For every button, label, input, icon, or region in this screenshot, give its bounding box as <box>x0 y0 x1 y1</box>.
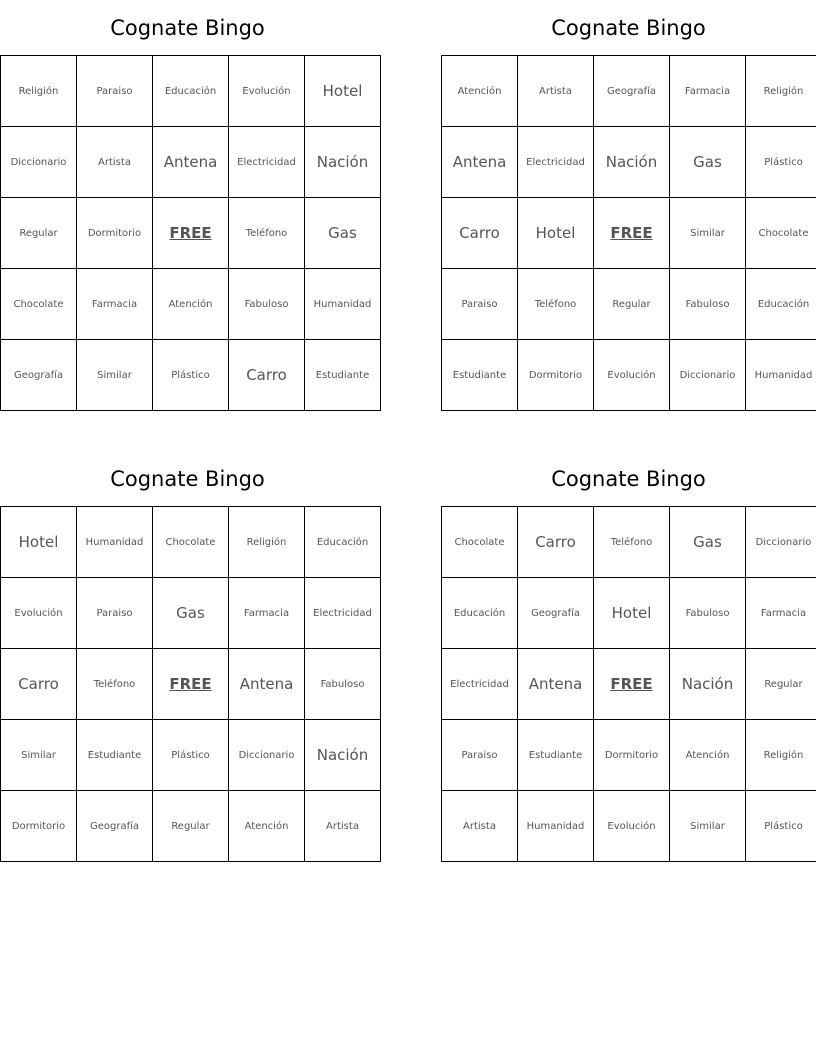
bingo-cell: Educación <box>442 578 518 649</box>
card-title: Cognate Bingo <box>551 16 706 40</box>
bingo-card-4 <box>441 451 816 862</box>
bingo-cell: Artista <box>305 791 381 862</box>
bingo-cell: Antena <box>153 127 229 198</box>
grid-row <box>442 791 816 862</box>
bingo-cell: Teléfono <box>594 507 670 578</box>
grid-row <box>442 198 816 269</box>
bingo-cell: Evolución <box>594 791 670 862</box>
grid-row <box>1 127 381 198</box>
bingo-cell: Hotel <box>1 507 77 578</box>
grid-row <box>1 578 381 649</box>
bingo-cell: Fabuloso <box>229 269 305 340</box>
bingo-cell: Regular <box>153 791 229 862</box>
bingo-cell: Hotel <box>518 198 594 269</box>
bingo-card-2 <box>441 0 816 411</box>
bingo-cell: Geografía <box>1 340 77 411</box>
bingo-cell: Dormitorio <box>77 198 153 269</box>
grid-row <box>1 649 381 720</box>
bingo-cell: Paraiso <box>77 578 153 649</box>
grid-row <box>1 340 381 411</box>
grid-row <box>442 578 816 649</box>
bingo-grid <box>441 506 816 862</box>
bingo-cell: Chocolate <box>1 269 77 340</box>
bingo-cell: Nación <box>305 127 381 198</box>
grid-row <box>1 507 381 578</box>
bingo-cell: Humanidad <box>746 340 816 411</box>
bingo-cell: Farmacia <box>77 269 153 340</box>
bingo-cell: Estudiante <box>305 340 381 411</box>
bingo-cell: Gas <box>670 507 746 578</box>
bingo-cell: Geografía <box>77 791 153 862</box>
free-space-cell: FREE <box>153 649 229 720</box>
bingo-card-3 <box>0 451 375 862</box>
bingo-cell: Artista <box>518 56 594 127</box>
bingo-cell: Farmacia <box>670 56 746 127</box>
bingo-grid <box>0 55 381 411</box>
bingo-cell: Carro <box>518 507 594 578</box>
bingo-cell: Educación <box>305 507 381 578</box>
bingo-cell: Similar <box>1 720 77 791</box>
bingo-cell: Carro <box>1 649 77 720</box>
bingo-cell: Religión <box>746 720 816 791</box>
card-title: Cognate Bingo <box>110 16 265 40</box>
bingo-cell: Paraiso <box>442 720 518 791</box>
bingo-cell: Similar <box>670 198 746 269</box>
bingo-cell: Teléfono <box>518 269 594 340</box>
bingo-cell: Carro <box>229 340 305 411</box>
bingo-cell: Paraiso <box>442 269 518 340</box>
grid-row <box>442 269 816 340</box>
bingo-cell: Hotel <box>594 578 670 649</box>
bingo-cell: Diccionario <box>670 340 746 411</box>
bingo-cell: Evolución <box>594 340 670 411</box>
bingo-cell: Hotel <box>305 56 381 127</box>
bingo-cell: Geografía <box>594 56 670 127</box>
bingo-cell: Artista <box>442 791 518 862</box>
bingo-cell: Fabuloso <box>305 649 381 720</box>
bingo-cell: Dormitorio <box>1 791 77 862</box>
card-title: Cognate Bingo <box>551 467 706 491</box>
bingo-cell: Fabuloso <box>670 578 746 649</box>
grid-row <box>1 198 381 269</box>
bingo-cell: Nación <box>305 720 381 791</box>
grid-row <box>442 56 816 127</box>
grid-row <box>442 340 816 411</box>
grid-row <box>442 507 816 578</box>
card-title: Cognate Bingo <box>110 467 265 491</box>
bingo-cell: Atención <box>153 269 229 340</box>
bingo-cell: Gas <box>670 127 746 198</box>
grid-row <box>1 791 381 862</box>
grid-row <box>1 720 381 791</box>
bingo-cell: Nación <box>594 127 670 198</box>
bingo-cell: Gas <box>305 198 381 269</box>
bingo-cell: Similar <box>77 340 153 411</box>
bingo-cell: Religión <box>1 56 77 127</box>
free-space-cell: FREE <box>594 198 670 269</box>
bingo-cell: Artista <box>77 127 153 198</box>
bingo-cell: Antena <box>442 127 518 198</box>
bingo-cell: Electricidad <box>518 127 594 198</box>
bingo-cell: Fabuloso <box>670 269 746 340</box>
bingo-cell: Chocolate <box>746 198 816 269</box>
bingo-cell: Religión <box>229 507 305 578</box>
grid-row <box>442 127 816 198</box>
bingo-cell: Educación <box>153 56 229 127</box>
bingo-cell: Electricidad <box>442 649 518 720</box>
bingo-cell: Diccionario <box>229 720 305 791</box>
bingo-cell: Teléfono <box>77 649 153 720</box>
bingo-cell: Educación <box>746 269 816 340</box>
bingo-cell: Nación <box>670 649 746 720</box>
bingo-cell: Plástico <box>746 791 816 862</box>
bingo-cell: Regular <box>746 649 816 720</box>
bingo-cell: Religión <box>746 56 816 127</box>
bingo-cell: Atención <box>229 791 305 862</box>
bingo-cell: Estudiante <box>442 340 518 411</box>
bingo-cell: Farmacia <box>746 578 816 649</box>
bingo-cell: Atención <box>442 56 518 127</box>
bingo-cell: Estudiante <box>77 720 153 791</box>
bingo-cell: Gas <box>153 578 229 649</box>
bingo-cell: Evolución <box>1 578 77 649</box>
bingo-cell: Atención <box>670 720 746 791</box>
bingo-grid <box>441 55 816 411</box>
bingo-cell: Farmacia <box>229 578 305 649</box>
bingo-cell: Plástico <box>153 340 229 411</box>
bingo-cell: Carro <box>442 198 518 269</box>
bingo-cell: Plástico <box>746 127 816 198</box>
bingo-cell: Antena <box>229 649 305 720</box>
bingo-card-1 <box>0 0 375 411</box>
bingo-cell: Electricidad <box>305 578 381 649</box>
bingo-cell: Humanidad <box>305 269 381 340</box>
grid-row <box>442 720 816 791</box>
bingo-cell: Humanidad <box>518 791 594 862</box>
grid-row <box>442 649 816 720</box>
bingo-cell: Diccionario <box>1 127 77 198</box>
free-space-cell: FREE <box>594 649 670 720</box>
bingo-cell: Regular <box>594 269 670 340</box>
bingo-grid <box>0 506 381 862</box>
grid-row <box>1 269 381 340</box>
grid-row <box>1 56 381 127</box>
bingo-cell: Plástico <box>153 720 229 791</box>
bingo-cell: Estudiante <box>518 720 594 791</box>
bingo-cell: Diccionario <box>746 507 816 578</box>
bingo-cell: Paraiso <box>77 56 153 127</box>
bingo-cell: Geografía <box>518 578 594 649</box>
bingo-cell: Regular <box>1 198 77 269</box>
bingo-cell: Humanidad <box>77 507 153 578</box>
bingo-cell: Antena <box>518 649 594 720</box>
bingo-cell: Similar <box>670 791 746 862</box>
bingo-cell: Chocolate <box>153 507 229 578</box>
bingo-cell: Chocolate <box>442 507 518 578</box>
bingo-cell: Evolución <box>229 56 305 127</box>
bingo-cell: Electricidad <box>229 127 305 198</box>
free-space-cell: FREE <box>153 198 229 269</box>
bingo-cell: Dormitorio <box>594 720 670 791</box>
bingo-cell: Teléfono <box>229 198 305 269</box>
bingo-cell: Dormitorio <box>518 340 594 411</box>
